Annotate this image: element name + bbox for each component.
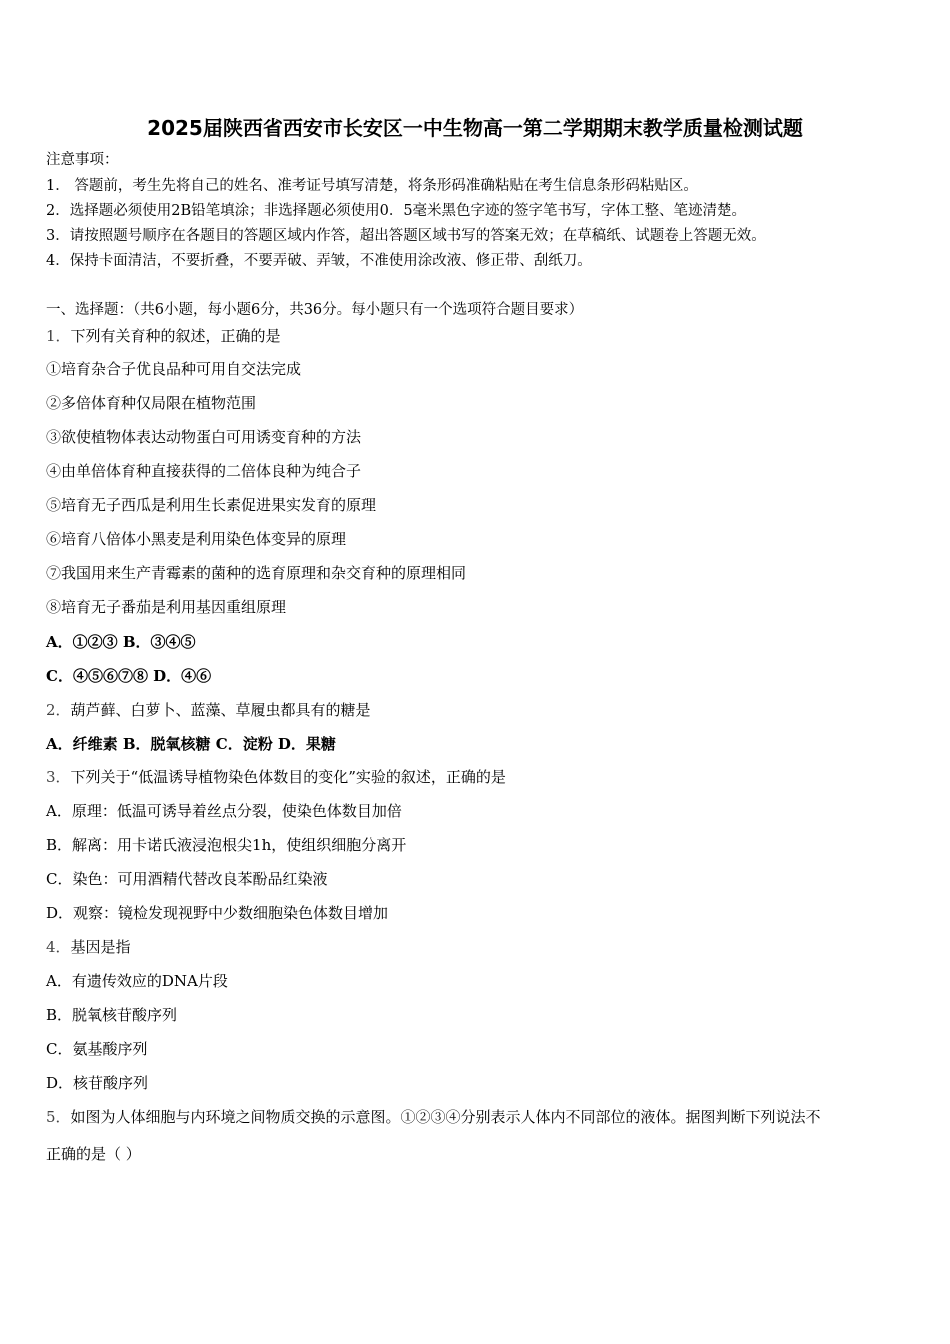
q1-item-6: ⑥培育八倍体小黑麦是利用染色体变异的原理: [46, 530, 347, 548]
question-4: [46, 938, 131, 956]
question-1: [46, 327, 281, 345]
q1-item-7: ⑦我国用来生产青霉素的菌种的选育原理和杂交育种的原理相同: [46, 564, 467, 582]
question-3: [46, 768, 506, 786]
notice-item-4: 4．保持卡面清洁，不要折叠，不要弄破、弄皱，不准使用涂改液、修正带、刮纸刀。: [46, 253, 592, 269]
question-2: [46, 701, 371, 719]
q4-option-d: D．核苷酸序列: [46, 1074, 149, 1092]
question-stem: 基因是指: [70, 938, 131, 956]
q3-option-d: D．观察：镜检发现视野中少数细胞染色体数目增加: [46, 904, 389, 922]
q4-option-b: B．脱氧核苷酸序列: [46, 1006, 178, 1024]
question-number: 2．: [46, 701, 71, 719]
q1-options-ab: A．①②③ B．③④⑤: [46, 633, 196, 651]
q3-option-a: A．原理：低温可诱导着丝点分裂，使染色体数目加倍: [46, 802, 402, 820]
exam-title: 2025届陕西省西安市长安区一中生物高一第二学期期末教学质量检测试题: [147, 116, 803, 140]
question-number: 1．: [46, 327, 71, 345]
notice-item-3: 3．请按照题号顺序在各题目的答题区域内作答，超出答题区域书写的答案无效；在草稿纸、试题卷上答题无效。: [46, 228, 766, 244]
q3-option-b: B．解离：用卡诺氏液浸泡根尖1h，使组织细胞分离开: [46, 836, 407, 854]
q1-item-1: ①培育杂合子优良品种可用自交法完成: [46, 360, 302, 378]
question-number: 5．: [46, 1108, 71, 1126]
notice-item-1: 1． 答题前，考生先将自己的姓名、准考证号填写清楚，将条形码准确粘贴在考生信息条形码粘贴区。: [46, 178, 698, 194]
q1-item-4: ④由单倍体育种直接获得的二倍体良种为纯合子: [46, 462, 362, 480]
question-5: [46, 1108, 821, 1126]
section-header: 一、选择题：（共6小题，每小题6分，共36分。每小题只有一个选项符合题目要求）: [46, 302, 584, 318]
q1-item-3: ③欲使植物体表达动物蛋白可用诱变育种的方法: [46, 428, 362, 446]
notice-header: 注意事项：: [46, 152, 119, 168]
question-number: 4．: [46, 938, 71, 956]
question-number: 3．: [46, 768, 71, 786]
question-5-continued: 正确的是（ ）: [46, 1145, 141, 1163]
q1-item-5: ⑤培育无子西瓜是利用生长素促进果实发育的原理: [46, 496, 377, 514]
q2-options: A．纤维素 B．脱氧核糖 C．淀粉 D．果糖: [46, 735, 336, 753]
q4-option-c: C．氨基酸序列: [46, 1040, 148, 1058]
q1-options-cd: C．④⑤⑥⑦⑧ D．④⑥: [46, 667, 212, 685]
question-stem: 葫芦藓、白萝卜、蓝藻、草履虫都具有的糖是: [70, 701, 371, 719]
q1-item-8: ⑧培育无子番茄是利用基因重组原理: [46, 598, 287, 616]
question-stem: 下列关于“低温诱导植物染色体数目的变化”实验的叙述，正确的是: [70, 768, 506, 786]
q4-option-a: A．有遗传效应的DNA片段: [46, 972, 228, 990]
notice-item-2: 2．选择题必须使用2B铅笔填涂；非选择题必须使用0．5毫米黑色字迹的签字笔书写，字体工整、笔迹清楚。: [46, 203, 747, 219]
question-stem: 如图为人体细胞与内环境之间物质交换的示意图。①②③④分别表示人体内不同部位的液体。据图判断下列说法不: [70, 1108, 821, 1126]
q3-option-c: C．染色：可用酒精代替改良苯酚品红染液: [46, 870, 328, 888]
question-stem: 下列有关育种的叙述，正确的是: [70, 327, 281, 345]
q1-item-2: ②多倍体育种仅局限在植物范围: [46, 394, 257, 412]
